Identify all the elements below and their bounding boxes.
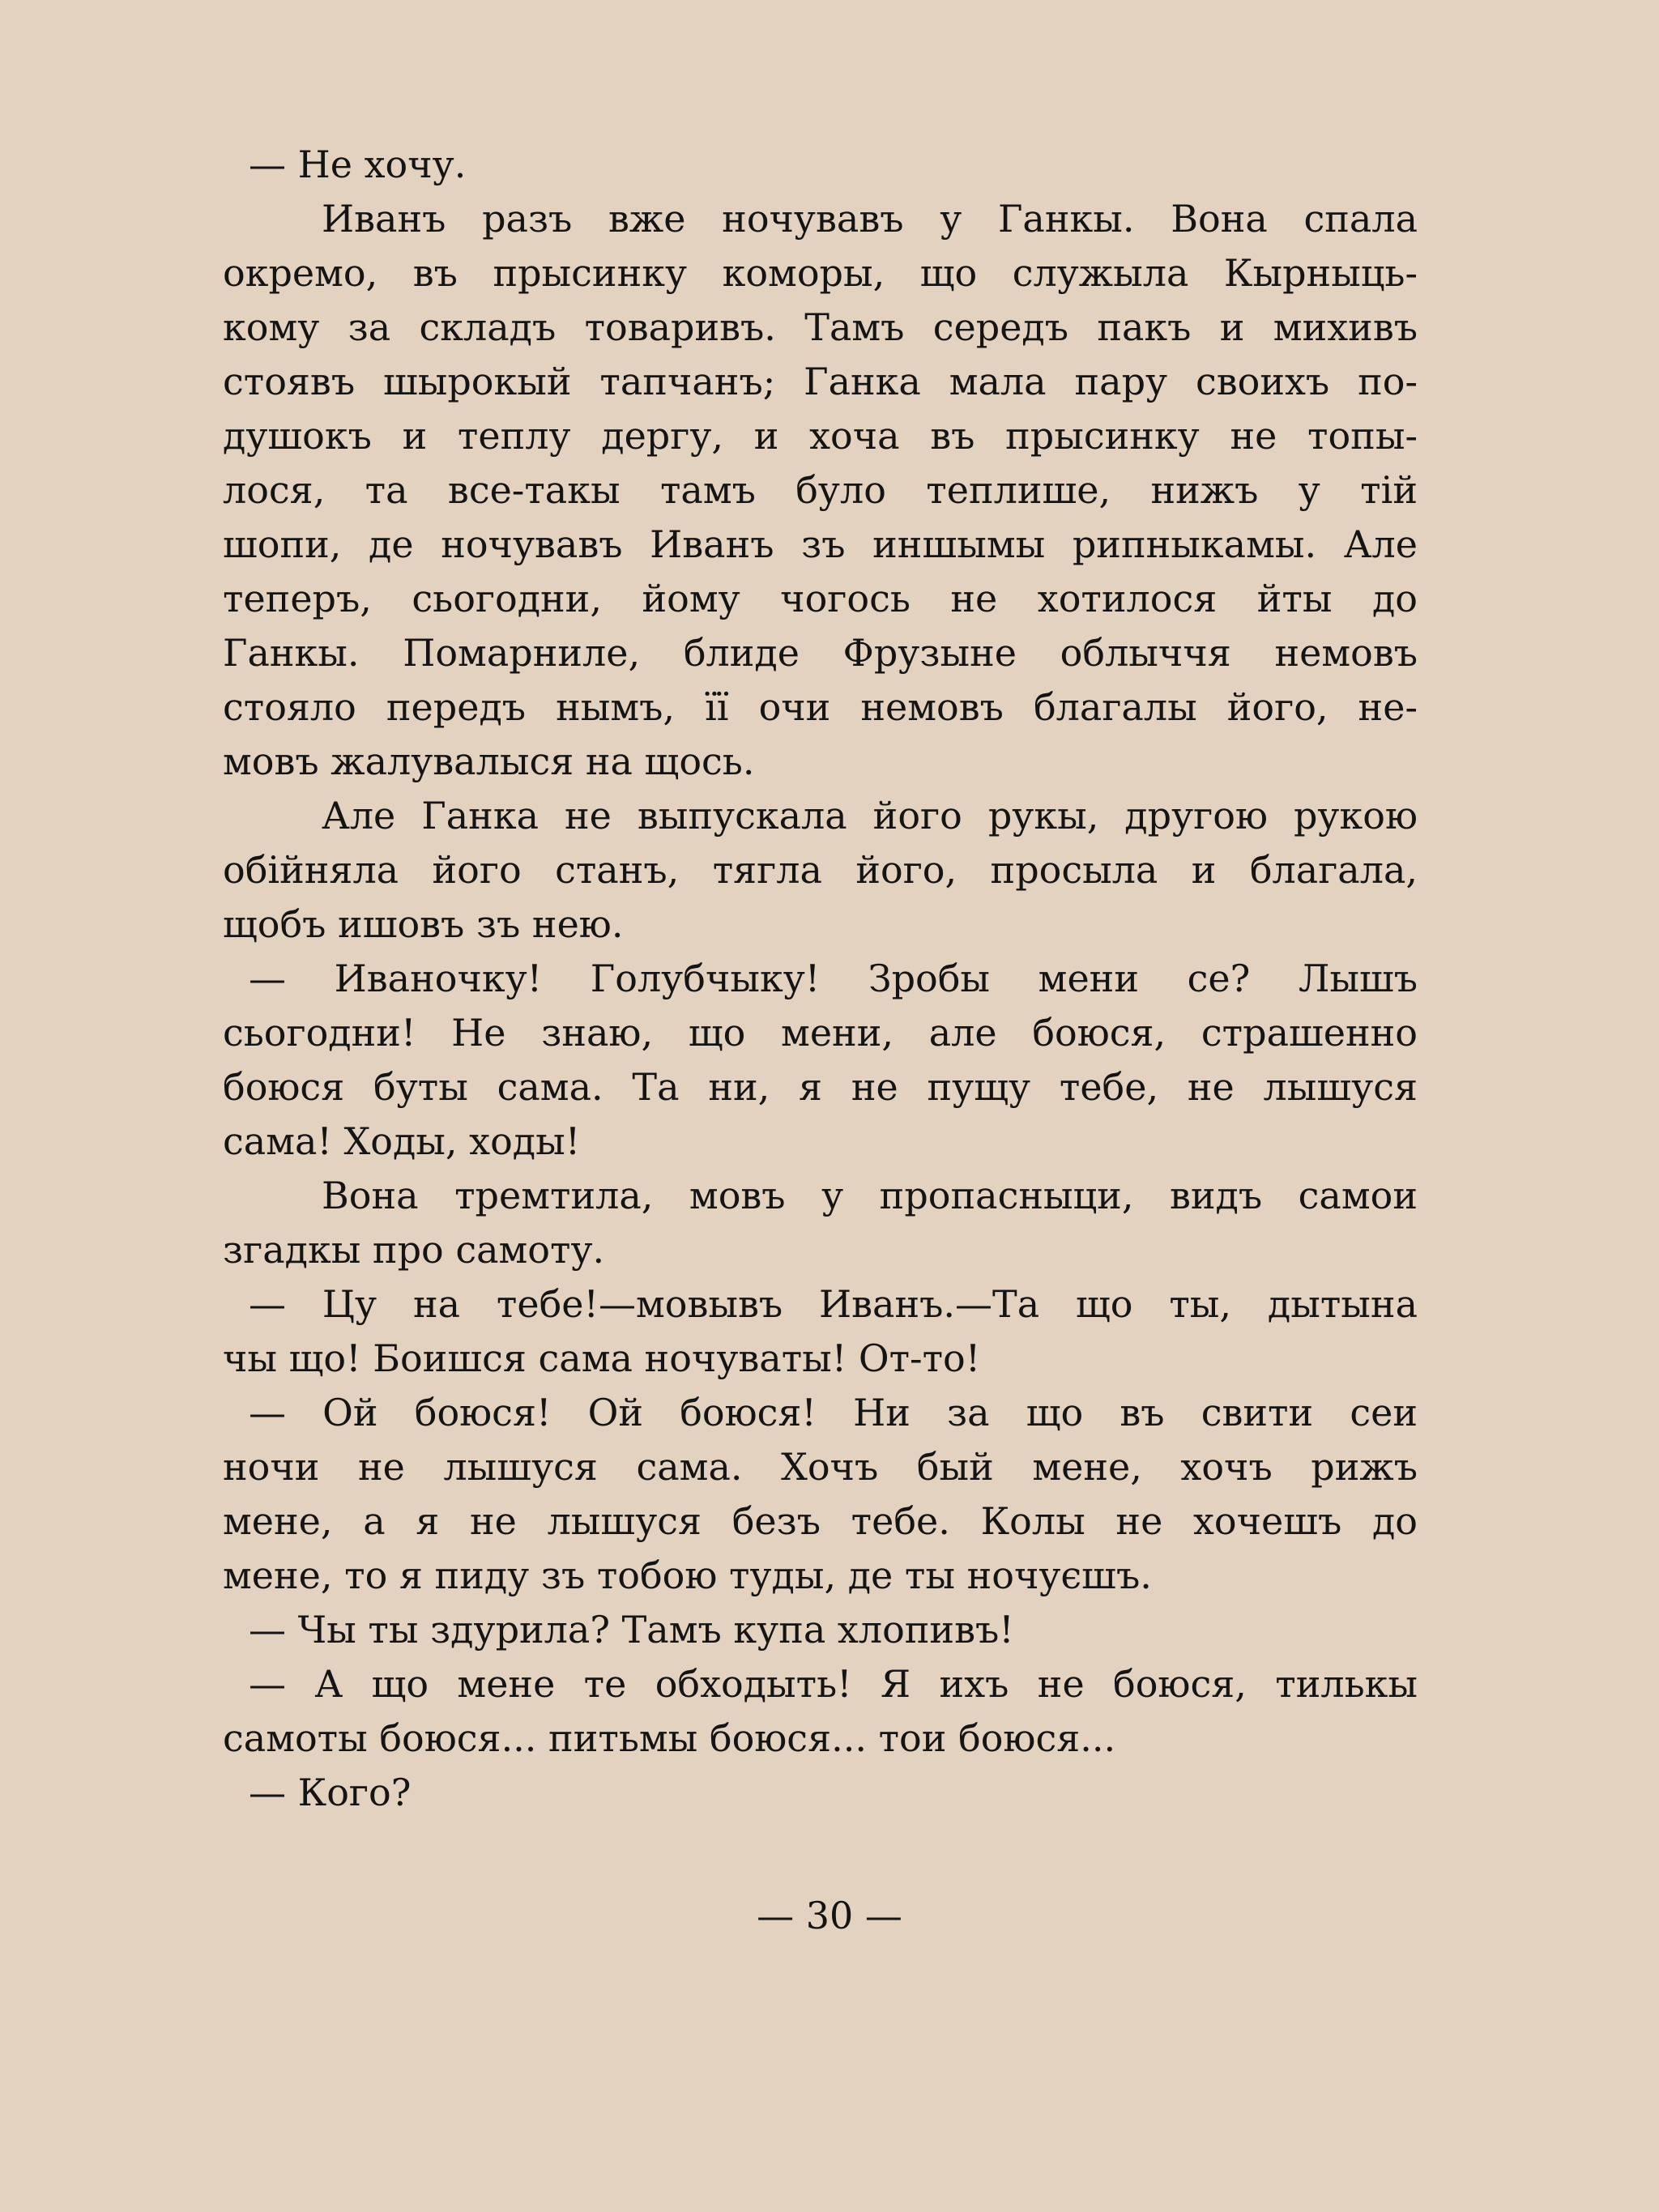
text-line: стоявъ шырокый тапчанъ; Ганка мала пару своихъ по- — [223, 360, 1418, 403]
text-line: стояло передъ нымъ, її очи немовъ благалы його, не- — [223, 685, 1418, 729]
text-line: згадкы про самоту. — [223, 1228, 605, 1272]
text-line: обійняла його станъ, тягла його, просыла и благала, — [223, 848, 1418, 892]
text-line: — Ой боюся! Ой боюся! Ни за що въ свити сеи — [249, 1391, 1418, 1434]
text-line: Иванъ разъ вже ночувавъ у Ганкы. Вона спала — [322, 197, 1418, 241]
text-line: — Иваночку! Голубчыку! Зробы мени се? Лышъ — [249, 957, 1418, 1000]
text-line: мовъ жалувалыся на щось. — [223, 739, 755, 783]
text-line: Але Ганка не выпускала його рукы, другою рукою — [322, 794, 1418, 837]
text-line: кому за складъ товаривъ. Тамъ середъ пакъ и михивъ — [223, 305, 1418, 349]
page-number: — 30 — — [757, 1894, 902, 1937]
text-line: мене, то я пиду зъ тобою туды, де ты ночуєшъ. — [223, 1554, 1152, 1597]
text-line: мене, а я не лышуся безъ тебе. Колы не хочешъ до — [223, 1499, 1418, 1543]
text-line: — Не хочу. — [249, 143, 467, 186]
text-line: — А що мене те обходыть! Я ихъ не боюся, тилькы — [249, 1662, 1418, 1706]
text-line: щобъ ишовъ зъ нею. — [223, 902, 624, 946]
text-line: самоты боюся... питьмы боюся... тои боюся... — [223, 1716, 1116, 1760]
text-line: Вона тремтила, мовъ у пропасныци, видъ самои — [322, 1174, 1418, 1217]
text-line: окремо, въ прысинку коморы, що служыла Кырныць- — [223, 251, 1418, 295]
text-line: сама! Ходы, ходы! — [223, 1119, 581, 1163]
text-line: чы що! Боишся сама ночуваты! От-то! — [223, 1336, 981, 1380]
text-line: боюся буты сама. Та ни, я не пущу тебе, не лышуся — [223, 1065, 1418, 1109]
text-line: — Кого? — [249, 1771, 412, 1814]
text-line: — Чы ты здурила? Тамъ купа хлопивъ! — [249, 1608, 1014, 1652]
text-line: — Цу на тебе!—мовывъ Иванъ.—Та що ты, дытына — [249, 1282, 1418, 1326]
text-line: Ганкы. Помарниле, блиде Фрузыне облыччя немовъ — [223, 631, 1418, 675]
text-line: сьогодни! Не знаю, що мени, але боюся, страшенно — [223, 1011, 1418, 1055]
page-text — [223, 138, 1418, 1820]
text-line: ночи не лышуся сама. Хочъ бый мене, хочъ рижъ — [223, 1445, 1418, 1489]
text-line: душокъ и теплу дергу, и хоча въ прысинку не топы- — [223, 414, 1418, 458]
text-line: шопи, де ночувавъ Иванъ зъ иншымы рипныкамы. Але — [223, 522, 1418, 566]
text-line: теперъ, сьогодни, йому чогось не хотилося йты до — [223, 577, 1418, 620]
text-line: лося, та все-такы тамъ було теплише, нижъ у тій — [223, 468, 1418, 512]
